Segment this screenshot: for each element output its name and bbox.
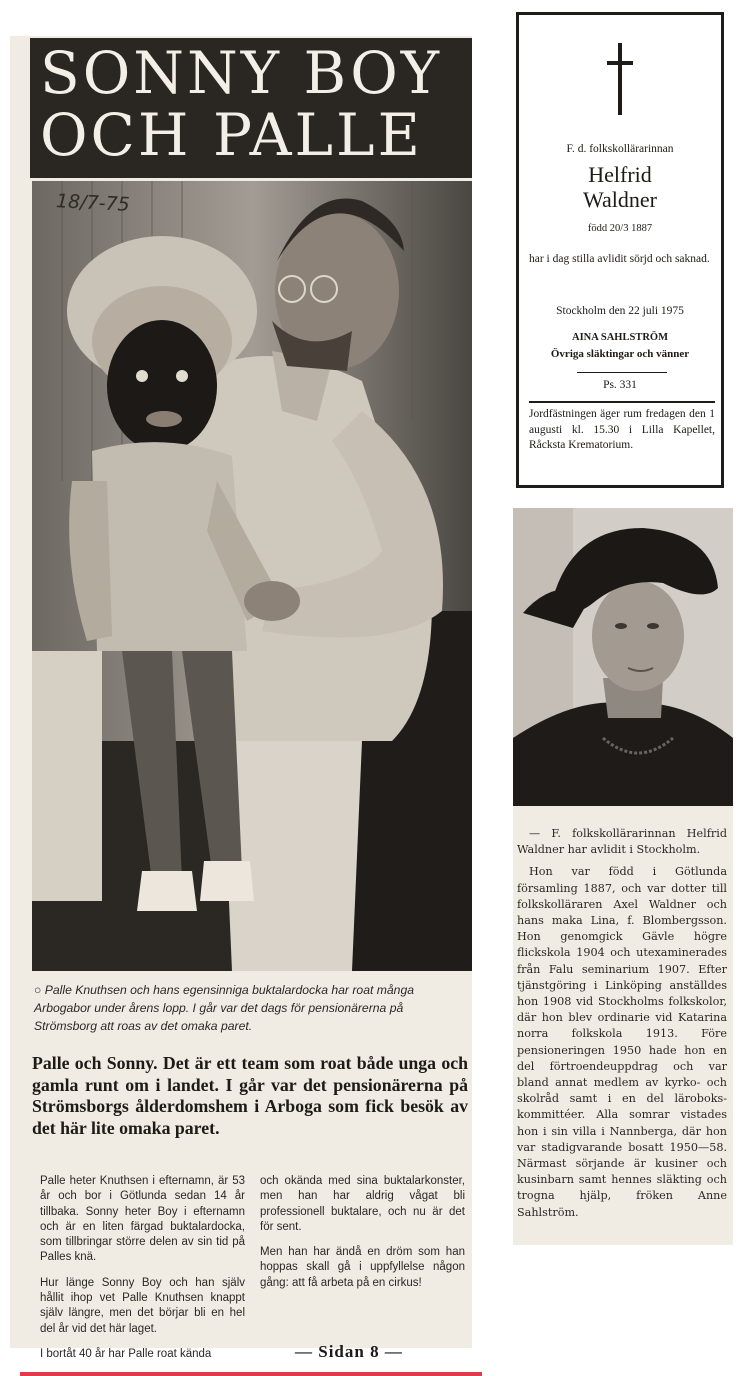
headline-line-1: SONNY BOY [40,39,443,107]
red-rule-divider [20,1372,482,1376]
ventriloquist-photo-illustration [32,181,472,971]
relatives-line: Övriga släktingar och vänner [550,348,690,360]
obituary-article [517,826,727,1227]
cross-icon [607,43,633,115]
deceased-name [519,162,721,212]
deceased-first-name: Helfrid [588,162,652,187]
handwritten-date: 18/7-75 [55,190,131,216]
photo-caption: ○ Palle Knuthsen och hans egensinniga buktalardocka har roat många Arbogabor under årens lopp. I går var det dags för pensionärerna på Strömsborg att roas av det omaka paret. [34,983,415,1033]
ventriloquist-photo [32,181,472,971]
psalm-number: Ps. 331 [603,379,637,391]
birth-date: född 20/3 1887 [587,223,653,234]
portrait-illustration [513,508,733,806]
body-paragraph: och okända med sina buktalarkonster, men han har aldrig vågat bli professionell buktalare, och nu är det för sent. [260,1175,465,1233]
signer-name: AINA SAHLSTRÖM [572,332,668,343]
headline-line-2: OCH PALLE [40,101,423,169]
obituary-paragraph: — F. folkskollärarinnan Helfrid Waldner har avlidit i Stockholm. [517,827,727,857]
body-paragraph: Palle heter Knuthsen i efternamn, är 53 år och bor i Götlunda sedan 14 år tillbaka. Sonny heter Boy i efternamn och är en liten färgad buktalardocka, som tillbringar större delen av sin tid på Palles knä. [40,1175,245,1264]
body-column-2 [260,1174,465,1301]
obituary-notice [516,12,724,488]
notice-title: F. d. folkskollärarinnan [566,143,674,155]
body-paragraph: Men han har ändå en dröm som han hoppas skall gå i uppfyllelse någon gång: att få arbeta på en cirkus! [260,1246,465,1289]
body-paragraph: Hur länge Sonny Boy och han själv hållit ihop vet Palle Knuthsen knappt själv längre, men det börjar bli en hel del år vid det här laget. [40,1276,245,1335]
continued-on-page: — Sidan 8 — [295,1342,403,1361]
body-column-1 [40,1174,245,1372]
article-clipping [10,36,472,1361]
body-paragraph: I bortåt 40 år har Palle roat kända [40,1347,212,1360]
funeral-info: Jordfästningen äger rum fredagen den 1 augusti kl. 15.30 i Lilla Kapellet, Råcksta Krematorium. [529,408,715,451]
headline-banner [30,38,472,178]
notice-message: har i dag stilla avlidit sörjd och saknad. [529,253,710,265]
divider [529,401,715,403]
deceased-last-name: Waldner [583,187,657,212]
place-date: Stockholm den 22 juli 1975 [556,305,684,317]
short-divider [577,372,667,373]
portrait-photo [513,508,733,806]
obituary-paragraph: Hon var född i Götlunda församling 1887, och var dotter till folkskolläraren Axel Waldner och hans maka Lina, f. Blombergsson. Hon genomgick Gävle högre flickskola 1904 och utexaminerades från Falu seminarium 1907. Efter tjänstgöring i Linköping anställdes hon 1908 vid Stockholms folkskolor, där hon blev ordinarie vid Katarina norra folkskola 1913. Före pensioneringen 1950 hade hon en del förtroendeuppdrag och var bland annat medlem av kyrko- och skolråd samt i en del lärobokskommittéer. Alla somrar vistades hon i sin villa i Nannberga, där hon var stadigvarande bosatt 1950—58. Närmast sörjande är kusiner och kusinbarn samt hennes släkting och trogna hjälp, fröken Anne Sahlström. [517,865,727,1219]
article-lead: Palle och Sonny. Det är ett team som roat både unga och gamla runt om i landet. I går var det pensionärerna på Strömsborgs ålderdomshem i Arboga som fick besök av det här lite omaka paret. [32,1053,468,1138]
